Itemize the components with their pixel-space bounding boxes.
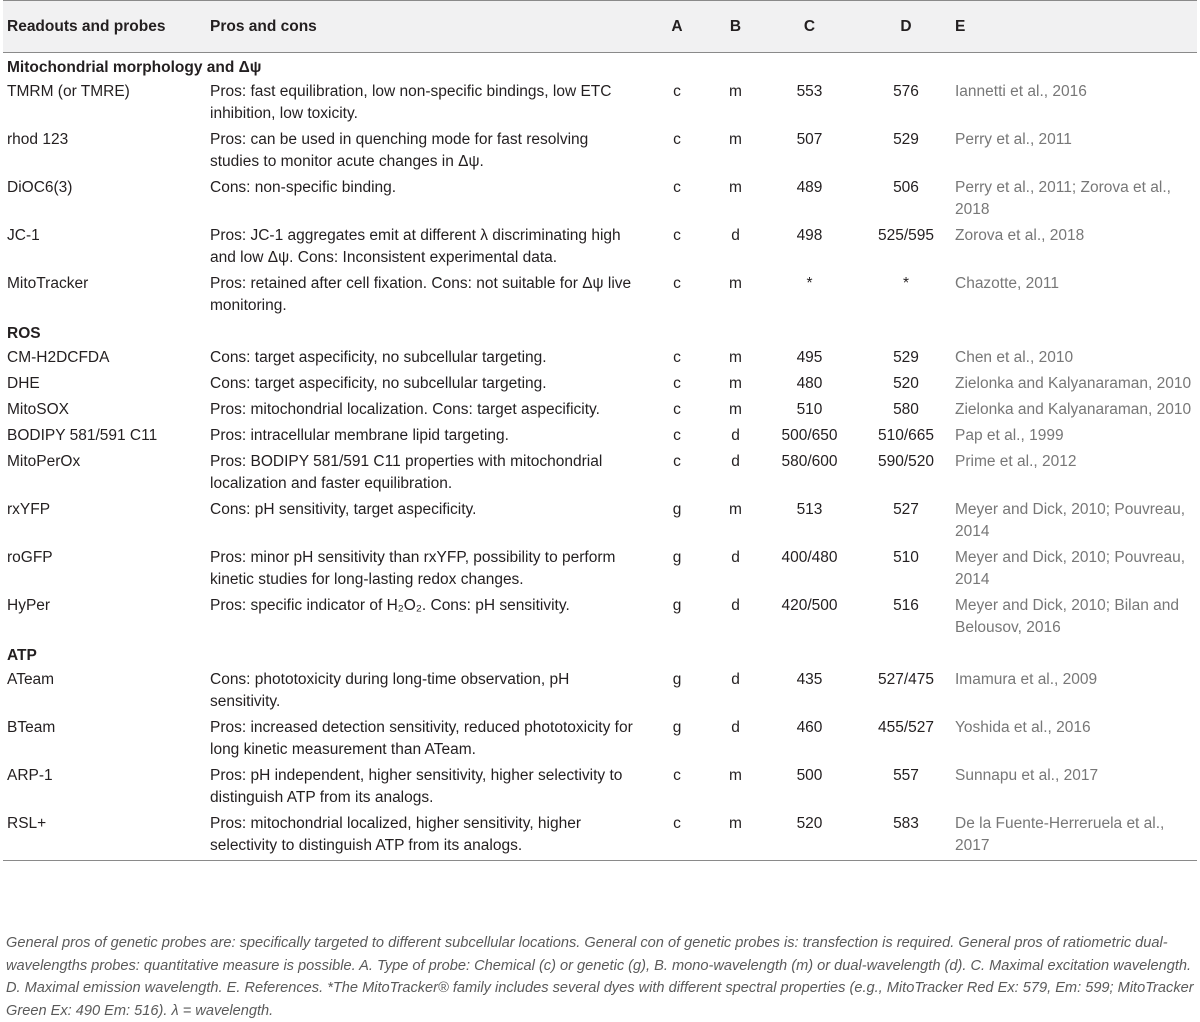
probe-name: MitoSOX	[7, 401, 70, 418]
pros-cons: Pros: BODIPY 581/591 C11 properties with mitochondrial localization and faster equilibration.	[210, 453, 603, 492]
wavelength-mode: d	[731, 227, 740, 244]
reference: Prime et al., 2012	[955, 453, 1077, 470]
probe-type: c	[673, 349, 681, 366]
header-e: E	[951, 1, 1197, 53]
reference: Zielonka and Kalyanaraman, 2010	[955, 375, 1192, 392]
probe-type: c	[673, 227, 681, 244]
probe-name: TMRM (or TMRE)	[7, 83, 130, 100]
table-row	[3, 763, 1197, 811]
wavelength-mode: m	[729, 375, 742, 392]
section-title: ATP	[7, 647, 37, 664]
probe-name: DHE	[7, 375, 40, 392]
probe-name: ATeam	[7, 671, 55, 688]
probes-table	[3, 0, 1197, 861]
probe-type: g	[672, 549, 682, 566]
excitation-wavelength: 420/500	[781, 597, 838, 614]
reference: Meyer and Dick, 2010; Bilan and Belousov, 2016	[955, 597, 1180, 636]
probe-name: JC-1	[7, 227, 40, 244]
reference: De la Fuente-Herreruela et al., 2017	[951, 811, 1197, 861]
header-c: C	[758, 1, 861, 53]
wavelength-mode: m	[729, 349, 742, 366]
table-row	[3, 345, 1197, 371]
table-body	[3, 53, 1197, 861]
probe-name: MitoTracker	[7, 275, 89, 292]
table-header-row	[3, 1, 1197, 53]
excitation-wavelength: 500	[796, 767, 823, 784]
pros-cons: Pros: specific indicator of H₂O₂. Cons: pH sensitivity.	[210, 597, 570, 614]
table-row	[3, 371, 1197, 397]
reference: Meyer and Dick, 2010; Pouvreau, 2014	[955, 549, 1186, 588]
excitation-wavelength: 489	[796, 179, 823, 196]
probe-type: g	[672, 719, 682, 736]
table-row	[3, 667, 1197, 715]
wavelength-mode: d	[731, 719, 740, 736]
table-row	[3, 811, 1197, 861]
probe-name: BTeam	[7, 719, 56, 736]
probe-name: DiOC6(3)	[7, 179, 73, 196]
excitation-wavelength: 580/600	[781, 453, 838, 470]
pros-cons: Pros: mitochondrial localized, higher sensitivity, higher selectivity to distinguish ATP from its analogs.	[206, 811, 641, 861]
emission-wavelength: 583	[861, 811, 951, 861]
excitation-wavelength: 480	[796, 375, 823, 392]
header-d: D	[861, 1, 951, 53]
pros-cons: Pros: can be used in quenching mode for fast resolving studies to monitor acute changes in Δψ.	[210, 131, 589, 170]
table-row	[3, 397, 1197, 423]
reference: Zielonka and Kalyanaraman, 2010	[955, 401, 1192, 418]
excitation-wavelength: 400/480	[781, 549, 838, 566]
excitation-wavelength: 507	[796, 131, 823, 148]
probe-name: BODIPY 581/591 C11	[7, 427, 158, 444]
probe-type: c	[673, 275, 681, 292]
probe-type: c	[673, 375, 681, 392]
table-row	[3, 423, 1197, 449]
emission-wavelength: 590/520	[877, 453, 935, 470]
table-row	[3, 545, 1197, 593]
excitation-wavelength: *	[806, 275, 813, 292]
pros-cons: Cons: pH sensitivity, target aspecificity.	[210, 501, 477, 518]
reference: Meyer and Dick, 2010; Pouvreau, 2014	[955, 501, 1186, 540]
probe-type: g	[672, 597, 682, 614]
probe-name: HyPer	[7, 597, 51, 614]
probe-name: roGFP	[7, 549, 53, 566]
excitation-wavelength: 510	[796, 401, 823, 418]
emission-wavelength: 580	[893, 401, 919, 418]
emission-wavelength: 510	[893, 549, 919, 566]
emission-wavelength: 576	[893, 83, 919, 100]
table-footnote: General pros of genetic probes are: specifically targeted to different subcellular locations. General con of genetic probes is: transfection is required. General pros of ratiometric dual-wavelengths probes: quantitative measure is possible. A. Type of probe: Chemical (c) or genetic (g), B. mono-wavelength (m) or dual-wavelength (d). C. Maximal excitation wavelength. D. Maximal emission wavelength. E. References. *The MitoTracker® family includes several dyes with different spectral properties (e.g., MitoTracker Red Ex: 579, Em: 599; MitoTracker Green Ex: 490 Em: 516). λ = wavelength.	[6, 935, 1194, 1019]
reference: Perry et al., 2011	[955, 131, 1072, 148]
emission-wavelength: 520	[893, 375, 919, 392]
probe-type: c	[673, 179, 681, 196]
pros-cons: Pros: minor pH sensitivity than rxYFP, possibility to perform kinetic studies for long-lasting redox changes.	[210, 549, 616, 588]
pros-cons: Cons: target aspecificity, no subcellular targeting.	[210, 349, 547, 366]
wavelength-mode: m	[713, 811, 758, 861]
emission-wavelength: 510/665	[877, 427, 935, 444]
emission-wavelength: 455/527	[877, 719, 935, 736]
probe-type: g	[672, 501, 682, 518]
probe-name: rxYFP	[7, 501, 51, 518]
table-row	[3, 497, 1197, 545]
table-row	[3, 223, 1197, 271]
pros-cons: Cons: target aspecificity, no subcellular targeting.	[210, 375, 547, 392]
wavelength-mode: m	[729, 767, 742, 784]
excitation-wavelength: 520	[758, 811, 861, 861]
excitation-wavelength: 553	[796, 83, 823, 100]
wavelength-mode: d	[731, 453, 740, 470]
reference: Imamura et al., 2009	[955, 671, 1098, 688]
excitation-wavelength: 460	[796, 719, 823, 736]
pros-cons: Pros: pH independent, higher sensitivity, higher selectivity to distinguish ATP from its analogs.	[210, 767, 623, 806]
header-pros-cons: Pros and cons	[206, 1, 641, 53]
probe-type: c	[673, 131, 681, 148]
section-row	[3, 319, 1197, 345]
reference: Yoshida et al., 2016	[955, 719, 1091, 736]
pros-cons: Pros: mitochondrial localization. Cons: target aspecificity.	[210, 401, 600, 418]
table-row	[3, 127, 1197, 175]
pros-cons: Pros: retained after cell fixation. Cons: not suitable for Δψ live monitoring.	[210, 275, 632, 314]
excitation-wavelength: 435	[796, 671, 823, 688]
probe-type: c	[673, 401, 681, 418]
excitation-wavelength: 500/650	[781, 427, 838, 444]
excitation-wavelength: 498	[796, 227, 823, 244]
wavelength-mode: d	[731, 427, 740, 444]
pros-cons: Cons: non-specific binding.	[210, 179, 397, 196]
table-row	[3, 175, 1197, 223]
reference: Sunnapu et al., 2017	[955, 767, 1099, 784]
reference: Iannetti et al., 2016	[955, 83, 1087, 100]
probe-name: rhod 123	[7, 131, 69, 148]
pros-cons: Pros: intracellular membrane lipid targeting.	[210, 427, 509, 444]
probe-name: RSL+	[3, 811, 206, 861]
reference: Perry et al., 2011; Zorova et al., 2018	[955, 179, 1171, 218]
probe-name: CM-H2DCFDA	[7, 349, 110, 366]
emission-wavelength: *	[902, 275, 910, 292]
emission-wavelength: 529	[893, 349, 919, 366]
excitation-wavelength: 513	[796, 501, 823, 518]
header-readouts: Readouts and probes	[3, 1, 206, 53]
wavelength-mode: m	[729, 83, 742, 100]
wavelength-mode: m	[729, 179, 742, 196]
pros-cons: Pros: JC-1 aggregates emit at different λ discriminating high and low Δψ. Cons: Inconsistent experimental data.	[210, 227, 621, 266]
header-a: A	[641, 1, 713, 53]
section-row	[3, 53, 1197, 80]
reference: Zorova et al., 2018	[955, 227, 1085, 244]
section-row	[3, 641, 1197, 667]
probe-name: ARP-1	[7, 767, 53, 784]
section-title: Mitochondrial morphology and Δψ	[7, 59, 262, 76]
header-b: B	[713, 1, 758, 53]
probe-type: c	[641, 811, 713, 861]
emission-wavelength: 527/475	[877, 671, 935, 688]
reference: Chen et al., 2010	[955, 349, 1074, 366]
emission-wavelength: 527	[893, 501, 919, 518]
section-title: ROS	[7, 325, 41, 342]
wavelength-mode: d	[731, 597, 740, 614]
emission-wavelength: 529	[893, 131, 919, 148]
probe-name: MitoPerOx	[7, 453, 81, 470]
probe-type: c	[673, 767, 681, 784]
excitation-wavelength: 495	[796, 349, 823, 366]
emission-wavelength: 557	[893, 767, 919, 784]
wavelength-mode: m	[729, 401, 742, 418]
pros-cons: Pros: fast equilibration, low non-specific bindings, low ETC inhibition, low toxicity.	[210, 83, 612, 122]
table-row	[3, 271, 1197, 319]
probe-type: c	[673, 427, 681, 444]
emission-wavelength: 506	[893, 179, 919, 196]
pros-cons: Cons: phototoxicity during long-time observation, pH sensitivity.	[210, 671, 570, 710]
table-row	[3, 79, 1197, 127]
table-row	[3, 715, 1197, 763]
pros-cons: Pros: increased detection sensitivity, reduced phototoxicity for long kinetic measurement than ATeam.	[210, 719, 633, 758]
emission-wavelength: 516	[893, 597, 919, 614]
table-row	[3, 449, 1197, 497]
wavelength-mode: d	[731, 671, 740, 688]
probe-type: c	[673, 453, 681, 470]
emission-wavelength: 525/595	[877, 227, 935, 244]
reference: Chazotte, 2011	[955, 275, 1059, 292]
wavelength-mode: m	[729, 501, 742, 518]
probe-type: g	[672, 671, 682, 688]
wavelength-mode: m	[729, 131, 742, 148]
probe-type: c	[673, 83, 681, 100]
table-row	[3, 593, 1197, 641]
wavelength-mode: m	[729, 275, 742, 292]
reference: Pap et al., 1999	[955, 427, 1064, 444]
wavelength-mode: d	[731, 549, 740, 566]
